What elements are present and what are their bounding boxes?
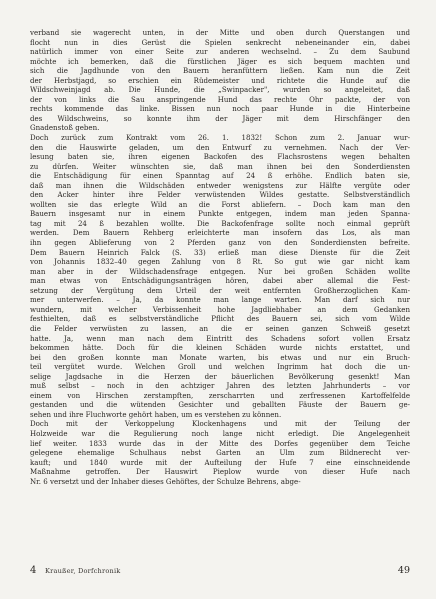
text-line: Gnadenstoß geben. [30, 123, 100, 133]
text-line: gelegene ehemalige Schulhaus nebst Garten an Ulm zum Bildnerecht ver- [30, 448, 410, 458]
text-line: lesung baten sie, ihren eigenen Backofen des Flachsrostens wegen behalten [30, 152, 410, 162]
text-line: Doch mit der Verkoppelung Klockenhagens und mit der Teilung der [30, 419, 410, 429]
text-line: von Johannis 1832–40 gegen Zahlung von 8 Rt. So gut wie gar nicht kam [30, 257, 410, 267]
text-line: zu dürfen. Weiter wünschten sie, daß man ihnen bei den Sonderdiensten [30, 161, 410, 171]
text-line: den Acker hinter ihre Felder verwüstenden Wildes gestatte. Selbstverständlich [30, 190, 410, 200]
text-line: natürlich immer von einer Seite zur anderen wechselnd. – Zu dem Saubund [30, 47, 410, 57]
text-line: hatte. Ja, wenn man nach dem Eintritt des Schadens sofort vollen Ersatz [30, 333, 410, 343]
text-line: rechts kommende das linke. Bissen nun noch paar Hunde in die Hinterbeine [30, 104, 410, 114]
text-line: tag mit 24 ß bezahlen wollte. Die Backofenfrage sollte noch einmal geprüft [30, 218, 410, 228]
text-line: möchte ich bemerken, daß die fürstlichen Jäger es sich bequem machten und [30, 56, 410, 66]
text-line: mer unterwerfen. – Ja, da konnte man lange warten. Man darf sich nur [30, 295, 410, 305]
text-line: Maßnahme getroffen. Der Hauswirt Pieplow wurde von dieser Hufe nach [30, 467, 410, 477]
text-line: Doch zurück zum Kontrakt vom 26. 1. 1832! Schon zum 2. Januar wur- [30, 133, 410, 143]
text-line: muß selbst – noch in den achtziger Jahren des letzten Jahrhunderts – vor [30, 381, 410, 391]
text-line: man aber in der Wildschadensfrage entgegen. Nur bei großen Schäden wollte [30, 266, 410, 276]
text-line: daß man ihnen die Wildschäden entweder wenigstens zur Hälfte vergüte oder [30, 180, 410, 190]
text-line: Dem Bauern Heinrich Falck (S. 33) erließ man diese Dienste für die Zeit [30, 247, 410, 257]
text-line: teil vergütet wurde. Welchen Groll und welchen Ingrimm hat doch die un- [30, 362, 410, 372]
text-line: Wildschweinjagd ab. Die Hunde, die „Swinpacker", wurden so angeleitet, daß [30, 85, 410, 95]
signature-text: Kraußer, Dorfchronik [45, 567, 121, 575]
body-text [30, 28, 410, 486]
text-line: sich die Jagdhunde von den Bauern heranfüttern ließen. Kam nun die Zeit [30, 66, 410, 76]
text-line: wollten sie das erlegte Wild an die Forst abliefern. – Doch kam man den [30, 199, 410, 209]
text-line: selige Jagdsache in die Herzen der bäuerlichen Bevölkerung gesenkt! Man [30, 371, 410, 381]
text-line: der von links die Sau anspringende Hund das rechte Ohr packte, der von [30, 94, 410, 104]
text-line: einem von Hirschen zerstampften, zerscharrten und zerfressenen Kartoffelfelde [30, 390, 410, 400]
page-footer [30, 565, 410, 579]
text-line: die Felder verwüsten zu lassen, an die er seinen ganzen Schweiß gesetzt [30, 323, 410, 333]
text-line: flocht nun in dies Gerüst die Spielen senkrecht nebeneinander ein, dabei [30, 37, 410, 47]
text-line: sehen und ihre Fluchworte gehört haben, um es verstehen zu können. [30, 409, 282, 419]
text-line: wundern, mit welcher Verbissenheit hohe Jagdliebhaber an dem Gedanken [30, 304, 410, 314]
text-line: Holzweide war die Regulierung noch lange nicht erledigt. Die Angelegenheit [30, 428, 410, 438]
text-line: Bauern insgesamt nur in einem Punkte entgegen, indem man jeden Spanna- [30, 209, 410, 219]
signature-number: 4 [30, 565, 37, 576]
text-line: des Wildschweins, so konnte ihm der Jäger mit dem Hirschfänger den [30, 113, 410, 123]
text-line: setzung der Vergütung dem Urteil der weit entfernten Großherzoglichen Kam- [30, 285, 410, 295]
text-line: man etwas von Entschädigungsanträgen hören, dabei aber allemal die Fest- [30, 276, 410, 286]
text-line: den die Hauswirte geladen, um den Entwurf zu vernehmen. Nach der Ver- [30, 142, 410, 152]
text-line: lief weiter. 1833 wurde das in der Mitte des Dorfes gegenüber dem Teiche [30, 438, 410, 448]
text-line: verband sie wagerecht unten, in der Mitte und oben durch Querstangen und [30, 28, 410, 37]
text-line: Nr. 6 versetzt und der Inhaber dieses Gehöftes, der Schulze Behrens, abge- [30, 476, 301, 486]
text-line: der Herbstjagd, so erschien ein Rüdemeister und richtete die Hunde auf die [30, 75, 410, 85]
page-number: 49 [397, 565, 410, 576]
text-line: die Entschädigung für einen Spanntag auf 24 ß erhöhe. Endlich baten sie, [30, 171, 410, 181]
text-line: festhielten, daß es selbstverständliche Pflicht des Bauern sei, sich vom Wilde [30, 314, 410, 324]
text-line: gestanden und die wütenden Gesichter und geballten Fäuste der Bauern ge- [30, 400, 410, 410]
text-line: ihn gegen Ablieferung von 2 Pferden ganz von den Sonderdiensten befreite. [30, 238, 410, 248]
text-line: werden. Dem Bauern Rehberg erleichterte man insofern das Los, als man [30, 228, 410, 238]
text-line: bekommen hätte. Doch für die kleinen Schäden wurde nichts erstattet, und [30, 343, 410, 353]
text-line: kauft; und 1840 wurde mit der Aufteilung der Hufe 7 eine einschneidende [30, 457, 410, 467]
text-line: bei den großen konnte man Monate warten, bis etwas und nur ein Bruch- [30, 352, 410, 362]
